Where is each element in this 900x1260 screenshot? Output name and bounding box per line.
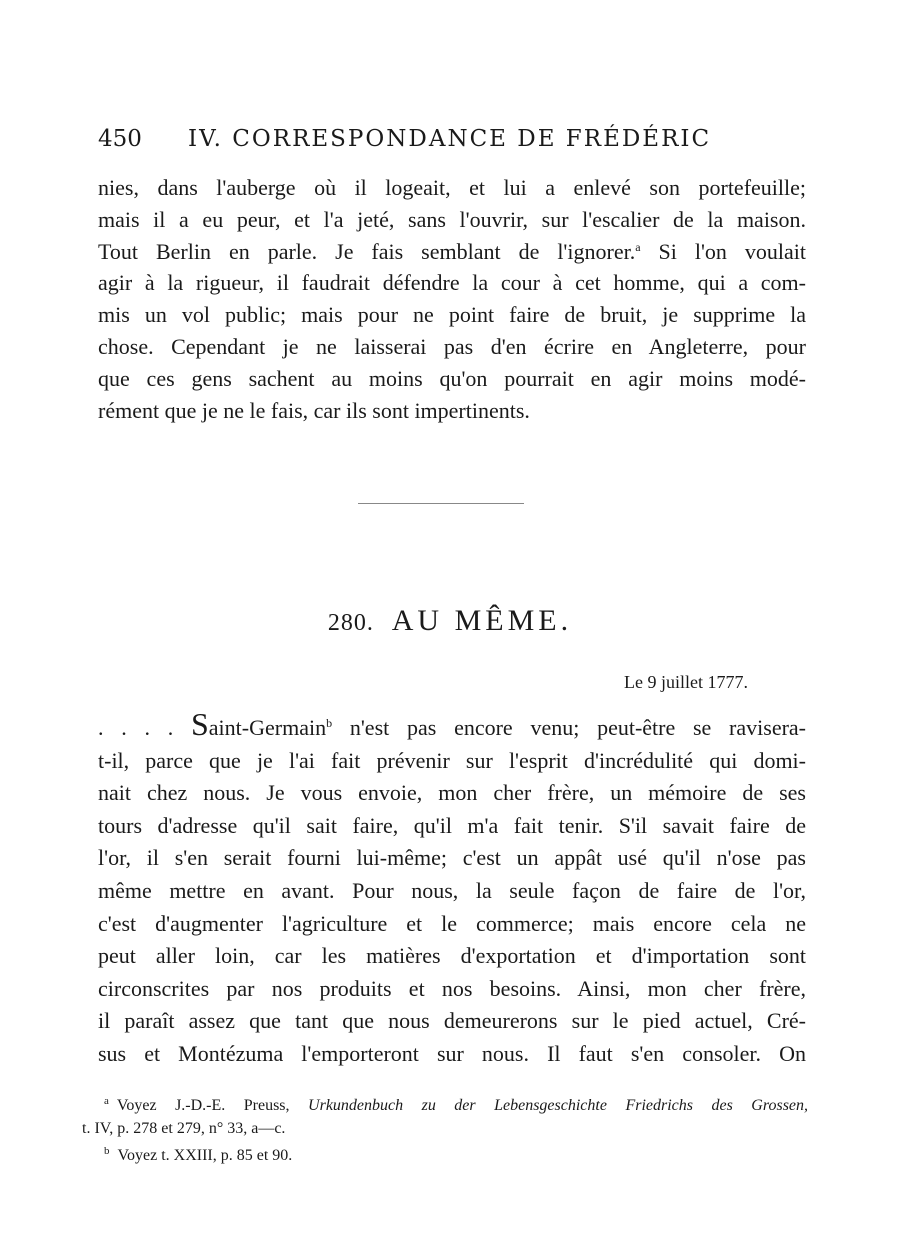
section-number: 280. [327, 610, 374, 636]
text-line-part: aint-Germain [208, 715, 327, 740]
paragraph-continued [98, 172, 806, 426]
footnote-mark: b [104, 1145, 110, 1157]
footnote-marker-b[interactable]: b [326, 716, 333, 730]
text-line: circonscrites par nos produits et nos besoins. Ainsi, mon cher frère, [98, 975, 806, 1001]
letter-dateline: Le 9 juillet 1777. [624, 672, 748, 692]
footnote-mark: a [104, 1095, 109, 1107]
footnote-a-continuation: t. IV, p. 278 et 279, n° 33, a—c. [82, 1120, 286, 1137]
page-number: 450 [98, 126, 142, 152]
letter-body [98, 706, 807, 1071]
footnote-text: Voyez t. XXIII, p. 85 et 90. [117, 1147, 293, 1164]
text-line: mis un vol public; mais pour ne point faire de bruit, je supprime la [98, 302, 806, 328]
section-title: AU MÊME. [391, 604, 573, 637]
text-line: tours d'adresse qu'il sait faire, qu'il m'a fait tenir. S'il savait faire de [98, 812, 806, 838]
text-line-part: Tout Berlin en parle. Je fais semblant de l'ignorer. [98, 238, 636, 264]
text-line [98, 236, 806, 268]
footnote-b [82, 1140, 808, 1167]
text-line: que ces gens sachent au moins qu'on pourrait en agir moins modé- [98, 365, 806, 391]
text-line: rément que je ne le fais, car ils sont impertinents. [98, 397, 530, 423]
text-line: t-il, parce que je l'ai fait prévenir sur l'esprit d'incrédulité qui domi- [98, 747, 806, 773]
text-line-part: n'est pas encore venu; peut-être se ravisera- [349, 715, 807, 740]
footnote-marker-a[interactable]: a [635, 239, 641, 254]
footnote-a [82, 1090, 808, 1117]
running-head [98, 126, 738, 152]
text-line [98, 706, 807, 745]
text-line: chose. Cependant je ne laisserai pas d'en écrire en Angleterre, pour [98, 333, 806, 359]
footnote-prefix: Voyez J.-D.-E. Preuss, [116, 1097, 290, 1114]
text-line-part: Si l'on voulait [658, 238, 807, 264]
initial-letter: S [191, 706, 209, 742]
text-line: nies, dans l'auberge où il logeait, et lui a enlevé son portefeuille; [98, 175, 806, 200]
text-line: l'or, il s'en serait fourni lui-même; c'est un appât usé qu'il n'ose pas [98, 845, 806, 871]
running-title: IV. CORRESPONDANCE DE FRÉDÉRIC [188, 126, 712, 152]
text-line: il paraît assez que tant que nous demeurerons sur le pied actuel, Cré- [98, 1008, 806, 1034]
section-heading [0, 604, 900, 638]
footnote-book-title: Urkundenbuch zu der Lebensgeschichte Friedrichs des Grossen, [308, 1097, 809, 1114]
text-line: peut aller loin, car les matières d'exportation et d'importation sont [98, 943, 806, 969]
text-line: mais il a eu peur, et l'a jeté, sans l'ouvrir, sur l'escalier de la maison. [98, 206, 806, 232]
text-line: nait chez nous. Je vous envoie, mon cher frère, un mémoire de ses [98, 780, 806, 806]
footnotes [82, 1090, 808, 1167]
section-divider [358, 503, 524, 504]
text-line: agir à la rigueur, il faudrait défendre la cour à cet homme, qui a com- [98, 270, 806, 296]
text-line: sus et Montézuma l'emporteront sur nous. Il faut s'en consoler. On [98, 1040, 806, 1066]
text-line: même mettre en avant. Pour nous, la seule façon de faire de l'or, [98, 877, 806, 903]
ellipsis-lead: . . . . [98, 715, 174, 740]
text-line: c'est d'augmenter l'agriculture et le commerce; mais encore cela ne [98, 910, 806, 936]
